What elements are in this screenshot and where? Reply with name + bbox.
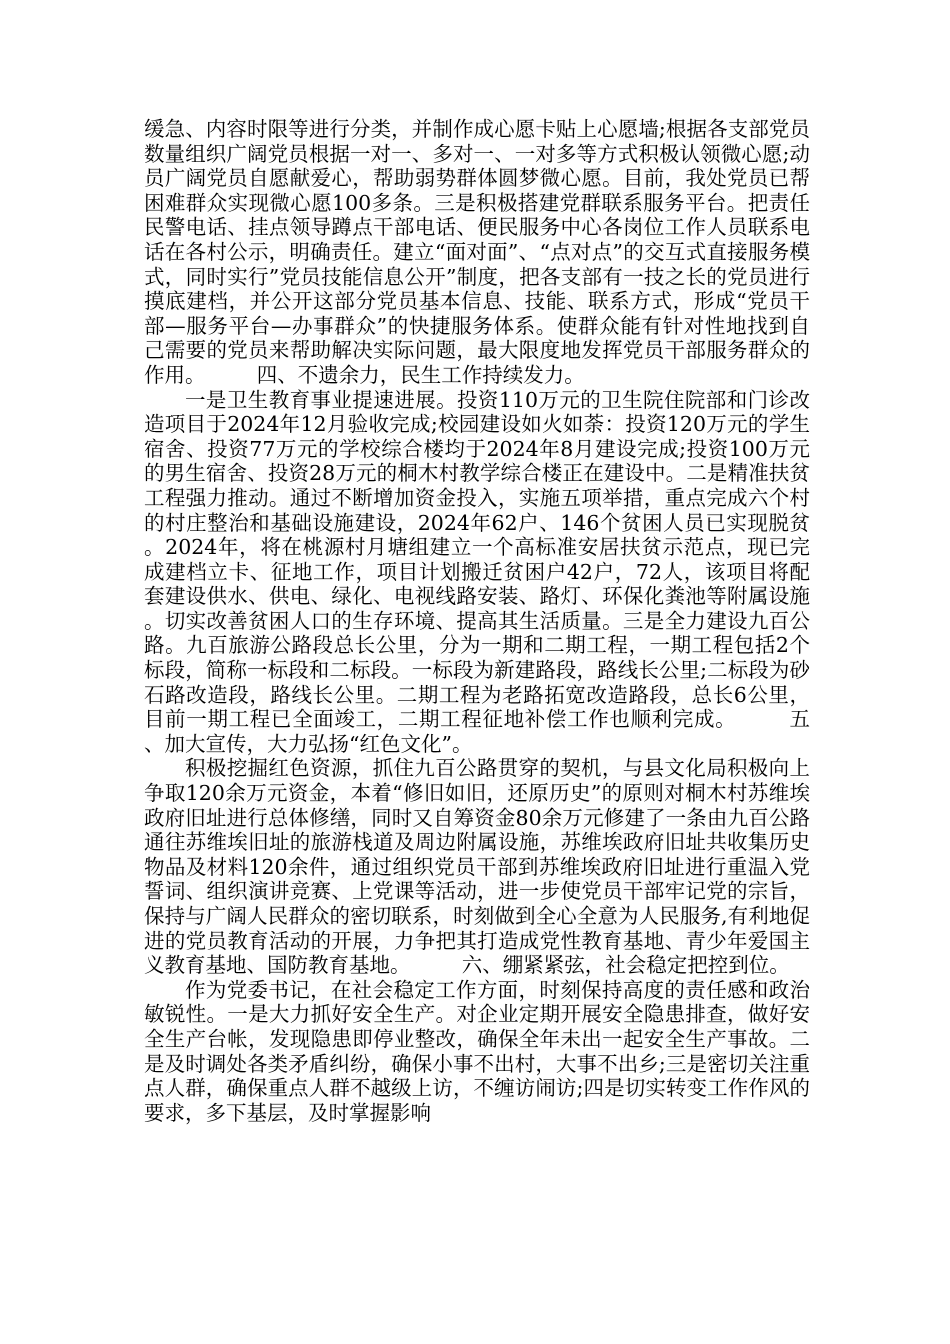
section-heading-social-stability: 六、绷紧紧弦，社会稳定把控到位。 [461,953,790,978]
paragraph-party-service [144,117,810,388]
section-heading-red-culture: 五、加大宣传，大力弘扬“红色文化”。 [144,707,811,756]
paragraph-text: 积极挖掘红色资源，抓住九百公路贯穿的契机，与县文化局积极向上争取120余万元资金，本着“修旧如旧，还原历史”的原则对桐木村苏维埃政府旧址进行总体修缮，同时又自筹资金80余万元修建了一条由九百公路通往苏维埃旧址的旅游栈道及周边附属设施，苏维埃政府旧址共收集历史物品及材料120余件，通过组织党员干部到苏维埃政府旧址进行重温入党誓词、组织演讲竞赛、上党课等活动，进一步使党员干部牢记党的宗旨，保持与广阔人民群众的密切联系，时刻做到全心全意为人民服务,有利地促进的党员教育活动的开展，力争把其打造成党性教育基地、青少年爱国主义教育基地、国防教育基地。 [144,756,810,978]
paragraph-text: 缓急、内容时限等进行分类，并制作成心愿卡贴上心愿墙;根据各支部党员数量组织广阔党员根据一对一、多对一、一对多等方式积极认领微心愿;动员广阔党员自愿献爱心，帮助弱势群体圆梦微心愿。目前，我处党员已帮困难群众实现微心愿100多条。三是积极搭建党群联系服务平台。把责任民警电话、挂点领导蹲点干部电话、便民服务中心各岗位工作人员联系电话在各村公示，明确责任。建立“面对面”、“点对点”的交互式直接服务模式，同时实行”党员技能信息公开”制度，把各支部有一技之长的党员进行摸底建档，并公开这部分党员基本信息、技能、联系方式，形成“党员干部—服务平台—办事群众”的快捷服务体系。使群众能有针对性地找到自己需要的党员来帮助解决实际问题，最大限度地发挥党员干部服务群众的作用。 [144,117,810,387]
paragraph-red-culture [144,756,810,977]
paragraph-health-education [144,388,810,757]
paragraph-text: 作为党委书记，在社会稳定工作方面，时刻保持高度的责任感和政治敏锐性。一是大力抓好安全生产。对企业定期开展安全隐患排查，做好安全生产台帐，发现隐患即停业整改，确保全年未出一起安全生产事故。二是及时调处各类矛盾纠纷，确保小事不出村，大事不出乡;三是密切关注重点人群，确保重点人群不越级上访，不缠访闹访;四是切实转变工作作风的要求，多下基层，及时掌握影响 [144,977,810,1125]
document-body [144,117,810,1125]
paragraph-text: 一是卫生教育事业提速进展。投资110万元的卫生院住院部和门诊改造项目于2024年12月验收完成;校园建设如火如荼：投资120万元的学生宿舍、投资77万元的学校综合楼均于2024年8月建设完成;投资100万元的男生宿舍、投资28万元的桐木村教学综合楼正在建设中。二是精准扶贫工程强力推动。通过不断增加资金投入，实施五项举措，重点完成六个村的村庄整治和基础设施建设，2024年62户、146个贫困人员已实现脱贫。2024年，将在桃源村月塘组建立一个高标准安居扶贫示范点，现已完成建档立卡、征地工作，项目计划搬迁贫困户42户，72人，该项目将配套建设供水、供电、绿化、电视线路安装、路灯、环保化粪池等附属设施。切实改善贫困人口的生存环境、提高其生活质量。三是全力建设九百公路。九百旅游公路段总长公里，分为一期和二期工程，一期工程包括2个标段，简称一标段和二标段。一标段为新建路段，路线长公里;二标段为砂石路改造段，路线长公里。二期工程为老路拓宽改造路段，总长6公里，目前一期工程已全面竣工，二期工程征地补偿工作也顺利完成。 [144,387,810,732]
paragraph-social-stability [144,978,810,1126]
section-heading-livelihood: 四、不遗余力，民生工作持续发力。 [256,362,585,387]
